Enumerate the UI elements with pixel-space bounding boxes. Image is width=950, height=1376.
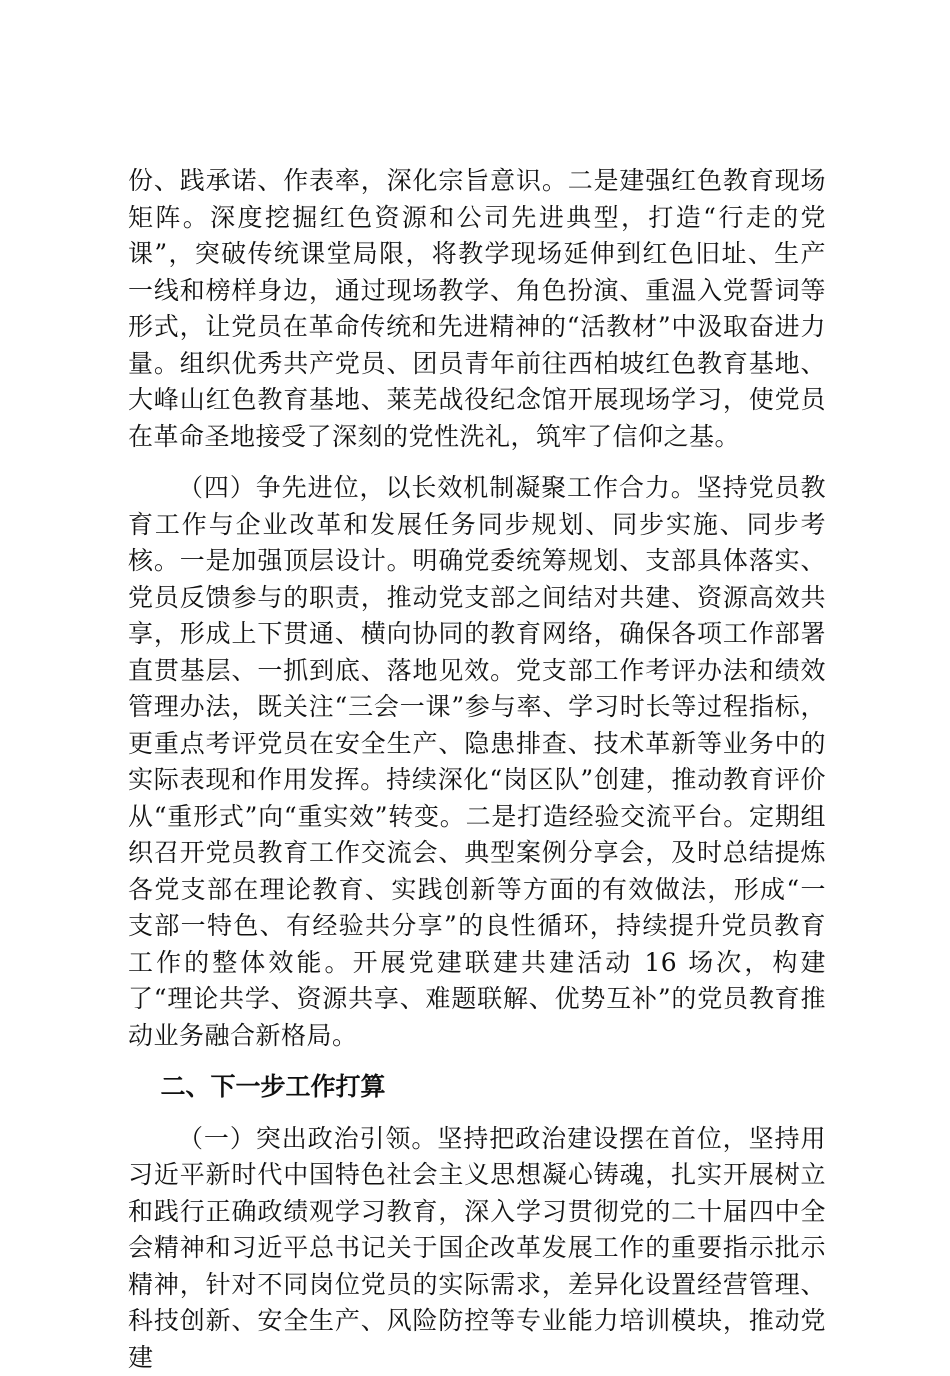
paragraph-section-four: （四）争先进位，以长效机制凝聚工作合力。坚持党员教育工作与企业改革和发展任务同步规划、同步实施、同步考核。一是加强顶层设计。明确党委统筹规划、支部具体落实、党员反馈参与的职责，推动党支部之间结对共建、资源高效共享，形成上下贯通、横向协同的教育网络，确保各项工作部署直贯基层、一抓到底、落地见效。党支部工作考评办法和绩效管理办法，既关注“三会一课”参与率、学习时长等过程指标，更重点考评党员在安全生产、隐患排查、技术革新等业务中的实际表现和作用发挥。持续深化“岗区队”创建，推动教育评价从“重形式”向“重实效”转变。二是打造经验交流平台。定期组织召开党员教育工作交流会、典型案例分享会，及时总结提炼各党支部在理论教育、实践创新等方面的有效做法，形成“一支部一特色、有经验共分享”的良性循环，持续提升党员教育工作的整体效能。开展党建联建共建活动 16 场次，构建了“理论共学、资源共享、难题联解、优势互补”的党员教育推动业务融合新格局。 [128, 470, 826, 1054]
document-body [128, 163, 826, 1376]
section-heading-next-steps: 二、下一步工作打算 [128, 1069, 826, 1106]
paragraph-political-leadership: （一）突出政治引领。坚持把政治建设摆在首位，坚持用习近平新时代中国特色社会主义思想凝心铸魂，扎实开展树立和践行正确政绩观学习教育，深入学习贯彻党的二十届四中全会精神和习近平总书记关于国企改革发展工作的重要指示批示精神，针对不同岗位党员的实际需求，差异化设置经营管理、科技创新、安全生产、风险防控等专业能力培训模块，推动党建 [128, 1121, 826, 1376]
paragraph-red-education-continued: 份、践承诺、作表率，深化宗旨意识。二是建强红色教育现场矩阵。深度挖掘红色资源和公司先进典型，打造“行走的党课”，突破传统课堂局限，将教学现场延伸到红色旧址、生产一线和榜样身边，通过现场教学、角色扮演、重温入党誓词等形式，让党员在革命传统和先进精神的“活教材”中汲取奋进力量。组织优秀共产党员、团员青年前往西柏坡红色教育基地、大峰山红色教育基地、莱芜战役纪念馆开展现场学习，使党员在革命圣地接受了深刻的党性洗礼，筑牢了信仰之基。 [128, 163, 826, 455]
